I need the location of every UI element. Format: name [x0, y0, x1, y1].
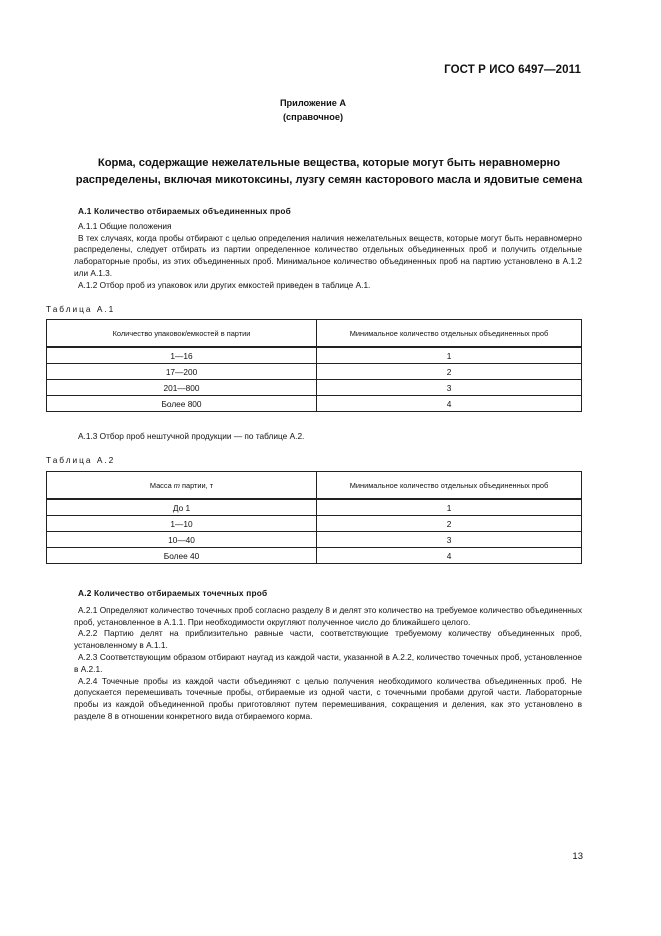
table-cell: 1	[317, 347, 582, 364]
table-cell: 2	[317, 516, 582, 532]
table-cell: 2	[317, 364, 582, 380]
table-a1-caption: Таблица А.1	[46, 304, 116, 314]
appendix-title: Приложение А	[279, 98, 347, 108]
table-cell: До 1	[47, 499, 317, 516]
table-cell: 3	[317, 380, 582, 396]
table-a1	[46, 319, 582, 412]
table-row	[47, 396, 582, 412]
table-a2-header-mass	[47, 472, 317, 500]
table-row	[47, 516, 582, 532]
table-row	[47, 548, 582, 564]
paragraph-a2-2: А.2.2 Партию делят на приблизительно равные части, соответствующие требуемому количеству объединенных проб, установленному в А.1.1.	[74, 628, 582, 651]
paragraph-a2-1: А.2.1 Определяют количество точечных проб согласно разделу 8 и делят это количество на требуемое количество объединенных проб, установленное в А.1.1. При необходимости округляют полученное число до ближайшего целого.	[74, 604, 582, 627]
page-number: 13	[572, 851, 583, 862]
table-a1-header-min-samples: Минимальное количество отдельных объединенных проб	[317, 320, 582, 348]
header-mass-variable: m	[173, 480, 180, 490]
document-title: Корма, содержащие нежелательные вещества, которые могут быть неравномерно распределены, включая микотоксины, лузгу семян касторового масла и ядовитые семена	[75, 157, 583, 186]
table-cell: 17—200	[47, 364, 317, 380]
table-cell: 3	[317, 532, 582, 548]
paragraph-a1-3: А.1.3 Отбор проб нештучной продукции — по таблице А.2.	[78, 431, 305, 441]
table-cell: 1	[317, 499, 582, 516]
table-a2-caption: Таблица А.2	[46, 455, 116, 465]
section-a1	[74, 206, 582, 292]
table-row	[47, 347, 582, 364]
section-a1-heading: А.1 Количество отбираемых объединенных проб	[78, 206, 291, 216]
header-mass-suffix: партии, т	[179, 480, 214, 490]
table-a2	[46, 471, 582, 564]
paragraph-a1-3-block	[74, 431, 582, 443]
table-row	[47, 499, 582, 516]
appendix-heading	[0, 96, 626, 124]
header-mass-prefix: Масса	[149, 480, 174, 490]
table-cell: 201—800	[47, 380, 317, 396]
table-cell: Более 40	[47, 548, 317, 564]
table-row	[47, 364, 582, 380]
table-a2-header-min-samples: Минимальное количество отдельных объединенных проб	[317, 472, 582, 500]
table-row	[47, 532, 582, 548]
table-header-row	[47, 472, 582, 500]
table-a1-header-packages: Количество упаковок/емкостей в партии	[47, 320, 317, 348]
table-cell: 4	[317, 548, 582, 564]
standard-code: ГОСТ Р ИСО 6497—2011	[444, 64, 581, 76]
table-cell: 1—16	[47, 347, 317, 364]
table-cell: 1—10	[47, 516, 317, 532]
table-cell: Более 800	[47, 396, 317, 412]
paragraph-a1-1: А.1.1 Общие положения	[78, 220, 172, 231]
table-cell: 4	[317, 396, 582, 412]
table-row	[47, 380, 582, 396]
paragraph-a1-1-text: В тех случаях, когда пробы отбирают с целью определения наличия нежелательных веществ, которые могут быть неравномерно распределены, следует отбирать из партии определенное количество отдельных объединенных проб и получить отдельные лабораторные пробы, из этих объединенных проб. Минимальное количество объединенных проб на партию установлено в А.1.2 или А.1.3.	[74, 232, 582, 278]
section-a2	[74, 588, 582, 723]
table-cell: 10—40	[47, 532, 317, 548]
paragraph-a2-4: А.2.4 Точечные пробы из каждой части объединяют с целью получения необходимого количества объединенных проб. Не допускается перемешивать точечные пробы, отбираемые из одной части, с точечными пробами другой части. Лабораторные пробы из каждой объединенной пробы приготовляют путем перемешивания, сокращения и деления, как это установлено в разделе 8 в отношении конкретного вида отбираемого корма.	[74, 675, 582, 721]
paragraph-a1-2: А.1.2 Отбор проб из упаковок или других емкостей приведен в таблице А.1.	[78, 279, 371, 290]
appendix-type: (справочное)	[282, 112, 343, 122]
table-header-row	[47, 320, 582, 348]
section-a2-heading: А.2 Количество отбираемых точечных проб	[78, 588, 268, 598]
paragraph-a2-3: А.2.3 Соответствующим образом отбирают наугад из каждой части, указанной в А.2.2, количество точечных проб, установленное в А.2.1.	[74, 651, 582, 674]
